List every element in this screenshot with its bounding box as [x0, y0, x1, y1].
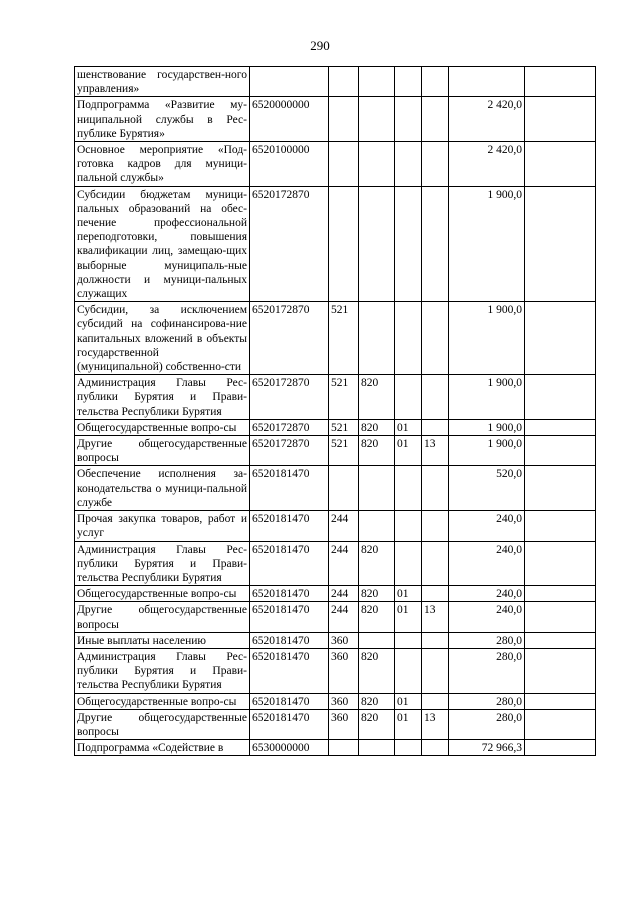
- section-code-cell: [395, 375, 422, 420]
- section-code-cell: 01: [395, 436, 422, 466]
- target-article-code-cell: 6520181470: [250, 709, 329, 739]
- item-name-cell: Субсидии, за исключением субсидий на софинансирова-ние капитальных вложений в объекты государственной (муниципальной) собственно-сти: [75, 302, 250, 375]
- item-name-cell: шенствование государствен-ного управления»: [75, 67, 250, 97]
- item-name-cell: Основное мероприятие «Под-готовка кадров для муници-пальной службы»: [75, 142, 250, 187]
- amount-cell: 72 966,3: [449, 740, 525, 756]
- target-article-code-cell: 6520172870: [250, 436, 329, 466]
- empty-cell: [525, 186, 596, 302]
- subsection-code-cell: 13: [422, 709, 449, 739]
- table-row: [75, 419, 596, 435]
- target-article-code-cell: 6520172870: [250, 419, 329, 435]
- administrator-code-cell: [359, 142, 395, 187]
- subsection-code-cell: [422, 648, 449, 693]
- expense-type-code-cell: 521: [329, 419, 359, 435]
- item-name-cell: Администрация Главы Рес-публики Бурятия и Прави-тельства Республики Бурятия: [75, 375, 250, 420]
- empty-cell: [525, 693, 596, 709]
- subsection-code-cell: [422, 511, 449, 541]
- section-code-cell: 01: [395, 586, 422, 602]
- amount-cell: 2 420,0: [449, 97, 525, 142]
- subsection-code-cell: [422, 67, 449, 97]
- section-code-cell: [395, 67, 422, 97]
- item-name-cell: Администрация Главы Рес-публики Бурятия и Прави-тельства Республики Бурятия: [75, 541, 250, 586]
- table-row: [75, 541, 596, 586]
- table-row: [75, 142, 596, 187]
- table-row: [75, 466, 596, 511]
- amount-cell: 240,0: [449, 541, 525, 586]
- administrator-code-cell: [359, 511, 395, 541]
- table-body: [75, 67, 596, 756]
- subsection-code-cell: [422, 419, 449, 435]
- table-row: [75, 709, 596, 739]
- item-name-cell: Общегосударственные вопро-сы: [75, 693, 250, 709]
- item-name-cell: Другие общегосударственные вопросы: [75, 436, 250, 466]
- amount-cell: 1 900,0: [449, 419, 525, 435]
- page-number: 290: [310, 38, 330, 53]
- amount-cell: 280,0: [449, 693, 525, 709]
- target-article-code-cell: 6530000000: [250, 740, 329, 756]
- expense-type-code-cell: 360: [329, 632, 359, 648]
- expense-type-code-cell: [329, 67, 359, 97]
- empty-cell: [525, 302, 596, 375]
- amount-cell: 1 900,0: [449, 186, 525, 302]
- expense-type-code-cell: 521: [329, 375, 359, 420]
- table-row: [75, 602, 596, 632]
- expense-type-code-cell: 521: [329, 302, 359, 375]
- item-name-cell: Обеспечение исполнения за-конодательства о муници-пальной службе: [75, 466, 250, 511]
- expense-type-code-cell: 244: [329, 511, 359, 541]
- amount-cell: 520,0: [449, 466, 525, 511]
- table-row: [75, 693, 596, 709]
- expense-type-code-cell: [329, 740, 359, 756]
- administrator-code-cell: [359, 67, 395, 97]
- administrator-code-cell: 820: [359, 375, 395, 420]
- target-article-code-cell: 6520181470: [250, 586, 329, 602]
- amount-cell: 1 900,0: [449, 302, 525, 375]
- table-row: [75, 67, 596, 97]
- expense-type-code-cell: 244: [329, 586, 359, 602]
- administrator-code-cell: 820: [359, 436, 395, 466]
- administrator-code-cell: 820: [359, 693, 395, 709]
- empty-cell: [525, 97, 596, 142]
- subsection-code-cell: [422, 632, 449, 648]
- section-code-cell: 01: [395, 709, 422, 739]
- subsection-code-cell: [422, 302, 449, 375]
- section-code-cell: 01: [395, 602, 422, 632]
- amount-cell: 1 900,0: [449, 436, 525, 466]
- expense-type-code-cell: [329, 186, 359, 302]
- table-row: [75, 740, 596, 756]
- item-name-cell: Администрация Главы Рес-публики Бурятия и Прави-тельства Республики Бурятия: [75, 648, 250, 693]
- subsection-code-cell: [422, 142, 449, 187]
- empty-cell: [525, 602, 596, 632]
- target-article-code-cell: 6520181470: [250, 511, 329, 541]
- section-code-cell: [395, 740, 422, 756]
- subsection-code-cell: [422, 541, 449, 586]
- amount-cell: 2 420,0: [449, 142, 525, 187]
- administrator-code-cell: [359, 740, 395, 756]
- item-name-cell: Другие общегосударственные вопросы: [75, 602, 250, 632]
- section-code-cell: [395, 541, 422, 586]
- section-code-cell: 01: [395, 693, 422, 709]
- subsection-code-cell: 13: [422, 602, 449, 632]
- expense-type-code-cell: [329, 466, 359, 511]
- subsection-code-cell: [422, 693, 449, 709]
- empty-cell: [525, 67, 596, 97]
- target-article-code-cell: 6520172870: [250, 186, 329, 302]
- administrator-code-cell: 820: [359, 541, 395, 586]
- subsection-code-cell: [422, 97, 449, 142]
- target-article-code-cell: 6520172870: [250, 302, 329, 375]
- empty-cell: [525, 142, 596, 187]
- empty-cell: [525, 436, 596, 466]
- empty-cell: [525, 511, 596, 541]
- expense-type-code-cell: 360: [329, 709, 359, 739]
- item-name-cell: Субсидии бюджетам муници-пальных образований на обес-печение профессиональной переподготовки, повышения квалификации лиц, замещаю-щих выборные муниципаль-ные должности и муници-пальных служащих: [75, 186, 250, 302]
- target-article-code-cell: 6520181470: [250, 466, 329, 511]
- subsection-code-cell: [422, 375, 449, 420]
- section-code-cell: [395, 186, 422, 302]
- subsection-code-cell: [422, 586, 449, 602]
- administrator-code-cell: [359, 97, 395, 142]
- empty-cell: [525, 419, 596, 435]
- administrator-code-cell: 820: [359, 586, 395, 602]
- empty-cell: [525, 586, 596, 602]
- item-name-cell: Подпрограмма «Развитие му-ниципальной службы в Рес-публике Бурятия»: [75, 97, 250, 142]
- table-row: [75, 375, 596, 420]
- administrator-code-cell: [359, 186, 395, 302]
- item-name-cell: Подпрограмма «Содействие в: [75, 740, 250, 756]
- item-name-cell: Общегосударственные вопро-сы: [75, 586, 250, 602]
- item-name-cell: Иные выплаты населению: [75, 632, 250, 648]
- amount-cell: 240,0: [449, 602, 525, 632]
- item-name-cell: Другие общегосударственные вопросы: [75, 709, 250, 739]
- target-article-code-cell: 6520181470: [250, 602, 329, 632]
- administrator-code-cell: [359, 632, 395, 648]
- section-code-cell: [395, 648, 422, 693]
- target-article-code-cell: 6520000000: [250, 97, 329, 142]
- empty-cell: [525, 648, 596, 693]
- section-code-cell: 01: [395, 419, 422, 435]
- administrator-code-cell: 820: [359, 602, 395, 632]
- section-code-cell: [395, 511, 422, 541]
- amount-cell: 1 900,0: [449, 375, 525, 420]
- target-article-code-cell: [250, 67, 329, 97]
- empty-cell: [525, 466, 596, 511]
- amount-cell: 280,0: [449, 648, 525, 693]
- amount-cell: 280,0: [449, 709, 525, 739]
- administrator-code-cell: 820: [359, 419, 395, 435]
- table-row: [75, 436, 596, 466]
- expense-type-code-cell: 244: [329, 541, 359, 586]
- administrator-code-cell: 820: [359, 709, 395, 739]
- item-name-cell: Общегосударственные вопро-сы: [75, 419, 250, 435]
- table-row: [75, 186, 596, 302]
- expense-type-code-cell: 360: [329, 693, 359, 709]
- administrator-code-cell: [359, 466, 395, 511]
- administrator-code-cell: [359, 302, 395, 375]
- target-article-code-cell: 6520181470: [250, 693, 329, 709]
- subsection-code-cell: [422, 740, 449, 756]
- empty-cell: [525, 541, 596, 586]
- item-name-cell: Прочая закупка товаров, работ и услуг: [75, 511, 250, 541]
- table-row: [75, 632, 596, 648]
- table-row: [75, 586, 596, 602]
- budget-table: [74, 66, 596, 756]
- section-code-cell: [395, 97, 422, 142]
- amount-cell: 280,0: [449, 632, 525, 648]
- expense-type-code-cell: [329, 97, 359, 142]
- subsection-code-cell: [422, 466, 449, 511]
- amount-cell: 240,0: [449, 511, 525, 541]
- section-code-cell: [395, 142, 422, 187]
- table-row: [75, 97, 596, 142]
- target-article-code-cell: 6520172870: [250, 375, 329, 420]
- subsection-code-cell: [422, 186, 449, 302]
- target-article-code-cell: 6520100000: [250, 142, 329, 187]
- empty-cell: [525, 709, 596, 739]
- section-code-cell: [395, 466, 422, 511]
- expense-type-code-cell: [329, 142, 359, 187]
- table-row: [75, 511, 596, 541]
- target-article-code-cell: 6520181470: [250, 541, 329, 586]
- subsection-code-cell: 13: [422, 436, 449, 466]
- target-article-code-cell: 6520181470: [250, 648, 329, 693]
- amount-cell: 240,0: [449, 586, 525, 602]
- table-row: [75, 302, 596, 375]
- amount-cell: [449, 67, 525, 97]
- empty-cell: [525, 375, 596, 420]
- table-row: [75, 648, 596, 693]
- section-code-cell: [395, 302, 422, 375]
- administrator-code-cell: 820: [359, 648, 395, 693]
- expense-type-code-cell: 360: [329, 648, 359, 693]
- empty-cell: [525, 632, 596, 648]
- expense-type-code-cell: 244: [329, 602, 359, 632]
- empty-cell: [525, 740, 596, 756]
- target-article-code-cell: 6520181470: [250, 632, 329, 648]
- expense-type-code-cell: 521: [329, 436, 359, 466]
- section-code-cell: [395, 632, 422, 648]
